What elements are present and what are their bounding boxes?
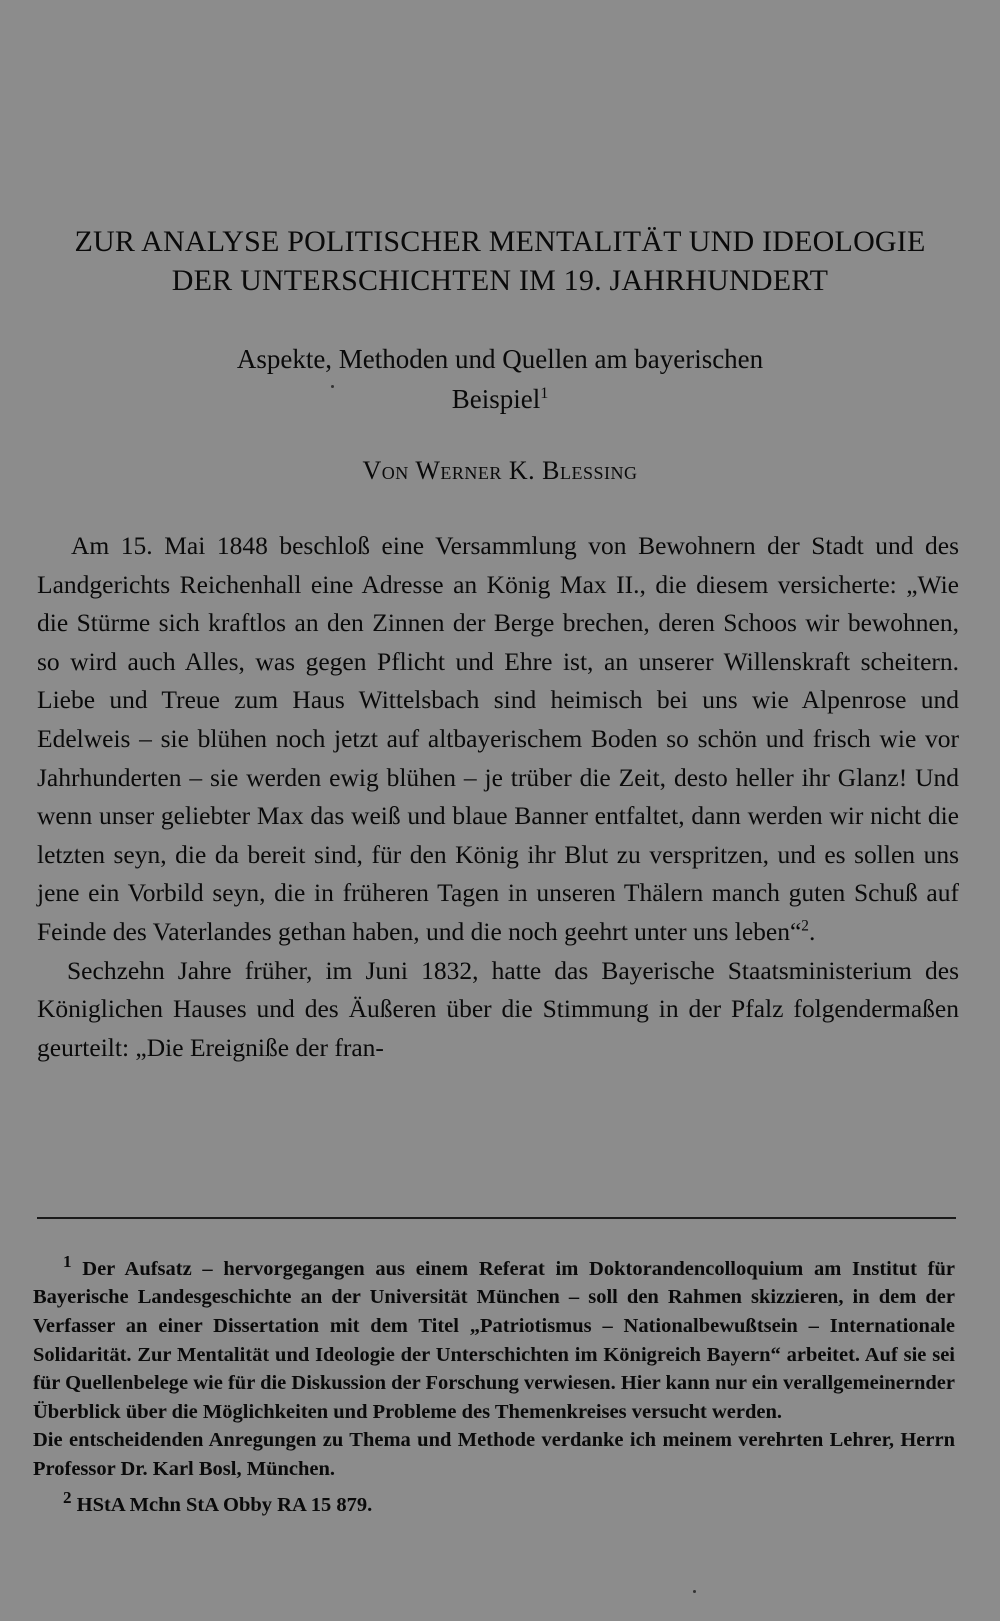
footnote-1-marker: 1 xyxy=(63,1252,72,1271)
footnote-ref-1: 1 xyxy=(540,384,549,402)
article-subtitle xyxy=(20,339,980,419)
subtitle-line-2 xyxy=(20,379,980,419)
paragraph-1-end: . xyxy=(808,916,816,946)
print-speck xyxy=(693,1590,696,1593)
title-line-1: ZUR ANALYSE POLITISCHER MENTALITÄT UND IDEOLOGIE xyxy=(74,225,926,258)
footnote-separator xyxy=(37,1217,956,1219)
footnote-1-text: Der Aufsatz – hervorgegangen aus einem Referat im Doktorandencolloquium am Institut für Bayerische Landesgeschichte an der Universität München – soll den Rahmen skizzieren, in dem der Verfasser an einer Dissertation mit dem Titel „Patriotismus – Nationalbewußtsein – Internationale Solidarität. Zur Mentalität und Ideologie der Unterschichten im Königreich Bayern“ arbeitet. Auf sie sei für Quellenbelege wie für die Diskussion der Forschung verwiesen. Hier kann nur ein verallgemeinernder Überblick über die Möglichkeiten und Probleme des Themenkreises versucht werden. xyxy=(33,1257,955,1423)
author-prefix: Von xyxy=(362,456,409,485)
footnote-2 xyxy=(33,1484,955,1519)
footnote-ref-2: 2 xyxy=(801,917,809,935)
title-line-2: DER UNTERSCHICHTEN IM 19. JAHRHUNDERT xyxy=(171,264,829,297)
footnotes xyxy=(33,1248,955,1519)
footnote-1 xyxy=(33,1248,955,1426)
footnote-1-continuation: Die entscheidenden Anregungen zu Thema und Methode verdanke ich meinem verehrten Lehrer, Herrn Professor Dr. Karl Bosl, München. xyxy=(33,1429,955,1480)
paragraph-1-text: Am 15. Mai 1848 beschloß eine Versammlung von Bewohnern der Stadt und des Landgerichts Reichenhall eine Adresse an König Max II., die diesem versicherte: „Wie die Stürme sich kraftlos an den Zinnen der Berge brechen, deren Schoos wir bewohnen, so wird auch Alles, was gegen Pflicht und Ehre ist, an unserer Willenskraft scheitern. Liebe und Treue zum Haus Wittelsbach sind heimisch bei uns wie Alpenrose und Edelweis – sie blühen noch jetzt auf altbayerischem Boden so schön und frisch wie vor Jahrhunderten – sie werden ewig blühen – je trüber die Zeit, desto heller ihr Glanz! Und wenn unser geliebter Max das weiß und blaue Banner entfaltet, dann werden wir nicht die letzten seyn, die da bereit sind, für den König ihr Blut zu verspritzen, und es sollen uns jene ein Vorbild seyn, die in früheren Tagen in unseren Thälern manch guten Schuß auf Feinde des Vaterlandes gethan haben, und die noch geehrt unter uns leben“ xyxy=(37,531,959,946)
main-text xyxy=(37,527,959,1067)
paragraph-1 xyxy=(37,527,959,952)
print-speck xyxy=(331,385,334,388)
author-byline xyxy=(20,456,980,486)
footnote-2-text: HStA Mchn StA Obby RA 15 879. xyxy=(76,1493,373,1516)
subtitle-line-1: Aspekte, Methoden und Quellen am bayerischen xyxy=(236,344,764,374)
footnote-2-marker: 2 xyxy=(63,1487,72,1507)
subtitle-line-2-text: Beispiel xyxy=(451,384,541,414)
author-name: Werner K. Blessing xyxy=(415,456,638,485)
article-title xyxy=(20,222,980,300)
paragraph-2: Sechzehn Jahre früher, im Juni 1832, hatte das Bayerische Staatsministerium des Königlichen Hauses und des Äußeren über die Stimmung in der Pfalz folgendermaßen geurteilt: „Die Ereigniße der fran- xyxy=(37,955,959,1062)
